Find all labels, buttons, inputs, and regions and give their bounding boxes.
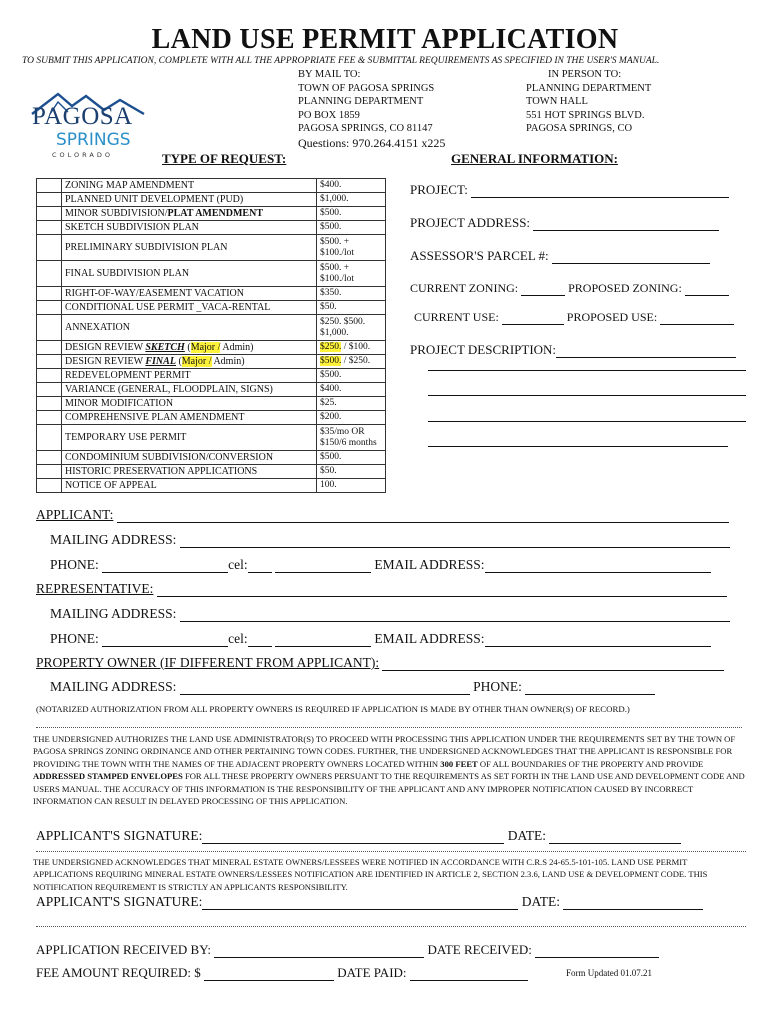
divider xyxy=(36,727,742,728)
table-row xyxy=(37,369,386,383)
request-name: ZONING MAP AMENDMENT xyxy=(62,179,317,193)
request-name xyxy=(62,207,317,221)
received-by-label: APPLICATION RECEIVED BY: xyxy=(36,942,212,957)
in-person-line: PLANNING DEPARTMENT xyxy=(526,82,652,94)
representative-input-line[interactable] xyxy=(157,596,727,597)
request-fee: 100. xyxy=(317,479,386,493)
table-row xyxy=(37,425,386,451)
signature-input-line[interactable] xyxy=(202,843,504,844)
table-row xyxy=(37,479,386,493)
project-address-input-line[interactable] xyxy=(533,230,719,231)
phone-input-line[interactable] xyxy=(102,572,228,573)
request-fee: $500. xyxy=(317,451,386,465)
current-use-input-line[interactable] xyxy=(502,324,564,325)
request-checkbox[interactable] xyxy=(37,315,62,341)
request-checkbox[interactable] xyxy=(37,301,62,315)
request-name: PLANNED UNIT DEVELOPMENT (PUD) xyxy=(62,193,317,207)
form-updated-date: Form Updated 01.07.21 xyxy=(566,968,652,978)
table-row xyxy=(37,261,386,287)
representative-label: REPRESENTATIVE: xyxy=(36,581,154,596)
date-paid-input-line[interactable] xyxy=(410,980,528,981)
authorization-bold: ADDRESSED STAMPED ENVELOPES xyxy=(33,771,183,782)
authorization-text: OF ALL BOUNDARIES OF THE PROPERTY AND PROVIDE xyxy=(477,758,704,769)
request-checkbox[interactable] xyxy=(37,411,62,425)
cel-input-line[interactable] xyxy=(275,572,371,573)
signature-input-line[interactable] xyxy=(202,909,518,910)
page-title: LAND USE PERMIT APPLICATION xyxy=(151,24,619,55)
table-row xyxy=(37,221,386,235)
divider xyxy=(36,851,746,852)
request-checkbox[interactable] xyxy=(37,261,62,287)
current-zoning-input-line[interactable] xyxy=(521,295,565,296)
cel-label: cel: xyxy=(228,631,248,646)
project-label: PROJECT: xyxy=(410,182,468,197)
request-fee: $350. xyxy=(317,287,386,301)
request-fee: $50. xyxy=(317,465,386,479)
signature-field-1[interactable] xyxy=(36,828,681,844)
mail-line: PO BOX 1859 xyxy=(298,109,360,121)
cel-input-line[interactable] xyxy=(248,646,272,647)
request-name-text: DESIGN REVIEW xyxy=(65,342,143,353)
parcel-field[interactable] xyxy=(410,248,710,264)
applicant-phone-field[interactable] xyxy=(50,557,711,573)
cel-label: cel: xyxy=(228,557,248,572)
property-owner-input-line[interactable] xyxy=(382,670,724,671)
questions-phone: Questions: 970.264.4151 x225 xyxy=(298,136,446,150)
mail-address-block xyxy=(298,68,434,136)
table-row xyxy=(37,235,386,261)
request-fee: $35/mo OR $150/6 months xyxy=(317,425,386,451)
use-field[interactable] xyxy=(414,310,734,325)
date-received-label: DATE RECEIVED: xyxy=(427,942,532,957)
request-fee: $50. xyxy=(317,301,386,315)
request-checkbox[interactable] xyxy=(37,179,62,193)
fee-amount-field[interactable] xyxy=(36,965,528,981)
request-checkbox[interactable] xyxy=(37,193,62,207)
received-by-input-line[interactable] xyxy=(214,957,424,958)
pagosa-springs-logo xyxy=(28,88,148,160)
request-fee: $1,000. xyxy=(317,193,386,207)
applicant-field[interactable] xyxy=(36,507,729,523)
table-row xyxy=(37,207,386,221)
zoning-field[interactable] xyxy=(410,281,729,296)
request-checkbox[interactable] xyxy=(37,425,62,451)
logo-springs: SPRINGS xyxy=(56,130,131,150)
mineral-statement: THE UNDERSIGNED ACKNOWLEDGES THAT MINERAL ESTATE OWNERS/LESSEES WERE NOTIFIED IN ACCORDANCE WITH C.R.S 24-65.5-101-105. LAND USE PERMIT APPLICATIONS REQUIRING MINERAL ESTATE OWNERS/LESSEES NOTIFICATION ARE IDENTIFIED IN ARTICLE 2, SECTION 2.3.6, LAND USE & DEVELOPMENT CODE. THIS NOTIFICATION REQUIREMENT IS STRICTLY AN APPLICANTS RESPONSIBILITY. xyxy=(33,857,708,892)
request-name: PRELIMINARY SUBDIVISION PLAN xyxy=(62,235,317,261)
property-owner-field[interactable] xyxy=(36,655,724,671)
date-input-line[interactable] xyxy=(549,843,681,844)
highlighted-option: Major / xyxy=(181,356,212,367)
signature-label: APPLICANT'S SIGNATURE: xyxy=(36,894,203,909)
request-checkbox[interactable] xyxy=(37,397,62,411)
request-name: CONDOMINIUM SUBDIVISION/CONVERSION xyxy=(62,451,317,465)
proposed-use-input-line[interactable] xyxy=(660,324,734,325)
description-line[interactable] xyxy=(428,421,746,422)
request-name-tail: Admin) xyxy=(220,342,254,353)
request-fee: $500. xyxy=(317,369,386,383)
highlighted-fee: $250. xyxy=(320,342,342,352)
request-checkbox[interactable] xyxy=(37,451,62,465)
request-fee: $200. xyxy=(317,411,386,425)
current-use-label: CURRENT USE: xyxy=(414,310,499,324)
mailing-label: MAILING ADDRESS: xyxy=(50,532,177,547)
request-name: VARIANCE (GENERAL, FLOODPLAIN, SIGNS) xyxy=(62,383,317,397)
request-name: DESIGN REVIEW FINAL (Major / Admin) xyxy=(62,355,317,369)
request-fee: $400. xyxy=(317,383,386,397)
owner-phone-label: PHONE: xyxy=(473,679,522,694)
email-label: EMAIL ADDRESS: xyxy=(374,557,485,572)
mailing-label: MAILING ADDRESS: xyxy=(50,679,177,694)
request-fee xyxy=(317,355,386,369)
mail-heading: BY MAIL TO: xyxy=(298,69,361,80)
request-type-table xyxy=(36,178,386,493)
project-input-line[interactable] xyxy=(471,197,729,198)
signature-field-2[interactable] xyxy=(36,894,703,910)
email-label: EMAIL ADDRESS: xyxy=(374,631,485,646)
in-person-heading: IN PERSON TO: xyxy=(548,69,622,80)
representative-phone-field[interactable] xyxy=(50,631,711,647)
logo-colorado: COLORADO xyxy=(52,151,113,159)
notarized-note: (NOTARIZED AUTHORIZATION FROM ALL PROPERTY OWNERS IS REQUIRED IF APPLICATION IS MADE BY OTHER THAN OWNER(S) OF RECORD.) xyxy=(36,704,630,714)
project-description-input-line[interactable] xyxy=(556,357,736,358)
table-row xyxy=(37,451,386,465)
request-name: NOTICE OF APPEAL xyxy=(62,479,317,493)
request-name-emphasis: FINAL xyxy=(145,356,176,367)
phone-label: PHONE: xyxy=(50,631,99,646)
date-paid-label: DATE PAID: xyxy=(337,965,407,980)
request-checkbox[interactable] xyxy=(37,383,62,397)
request-checkbox[interactable] xyxy=(37,355,62,369)
request-name-bold: PLAT AMENDMENT xyxy=(167,208,263,219)
description-line[interactable] xyxy=(428,446,728,447)
mail-line: PAGOSA SPRINGS, CO 81147 xyxy=(298,123,433,134)
table-row xyxy=(37,287,386,301)
highlighted-fee: $500. xyxy=(320,356,342,366)
request-checkbox[interactable] xyxy=(37,221,62,235)
request-name: RIGHT-OF-WAY/EASEMENT VACATION xyxy=(62,287,317,301)
request-name: MINOR MODIFICATION xyxy=(62,397,317,411)
owner-mailing-field[interactable] xyxy=(50,679,655,695)
request-checkbox[interactable] xyxy=(37,341,62,355)
project-description-field[interactable] xyxy=(410,342,736,358)
table-row xyxy=(37,179,386,193)
fee-required-label: FEE AMOUNT REQUIRED: $ xyxy=(36,965,201,980)
date-input-line[interactable] xyxy=(563,909,703,910)
project-description-label: PROJECT DESCRIPTION: xyxy=(410,342,557,357)
representative-field[interactable] xyxy=(36,581,727,597)
phone-input-line[interactable] xyxy=(102,646,228,647)
table-row xyxy=(37,397,386,411)
request-checkbox[interactable] xyxy=(37,465,62,479)
request-name-emphasis: SKETCH xyxy=(145,342,185,353)
email-input-line[interactable] xyxy=(485,646,711,647)
phone-label: PHONE: xyxy=(50,557,99,572)
general-information-heading: GENERAL INFORMATION: xyxy=(451,151,618,166)
fee-required-input-line[interactable] xyxy=(204,980,334,981)
authorization-statement xyxy=(33,733,745,807)
parcel-label: ASSESSOR'S PARCEL #: xyxy=(410,248,549,263)
in-person-line: 551 HOT SPRINGS BLVD. xyxy=(526,109,645,121)
request-fee-tail: / $100. xyxy=(341,342,371,352)
parcel-input-line[interactable] xyxy=(552,263,710,264)
request-checkbox[interactable] xyxy=(37,479,62,493)
request-name-tail: Admin) xyxy=(211,356,245,367)
mailing-input-line[interactable] xyxy=(180,621,730,622)
date-received-input-line[interactable] xyxy=(535,957,659,958)
signature-label: APPLICANT'S SIGNATURE: xyxy=(36,828,203,843)
table-row xyxy=(37,355,386,369)
in-person-address-block xyxy=(526,68,651,136)
date-label: DATE: xyxy=(521,894,560,909)
representative-mailing-field[interactable] xyxy=(50,606,730,622)
current-zoning-label: CURRENT ZONING: xyxy=(410,281,519,295)
cel-input-line[interactable] xyxy=(248,572,272,573)
request-fee: $400. xyxy=(317,179,386,193)
request-name: HISTORIC PRESERVATION APPLICATIONS xyxy=(62,465,317,479)
divider xyxy=(36,926,746,927)
table-row xyxy=(37,465,386,479)
authorization-bold: 300 FEET xyxy=(440,758,478,769)
cel-input-line[interactable] xyxy=(275,646,371,647)
mail-line: PLANNING DEPARTMENT xyxy=(298,96,424,107)
received-by-field[interactable] xyxy=(36,942,659,958)
request-fee: $25. xyxy=(317,397,386,411)
highlighted-option: Major / xyxy=(190,342,221,353)
in-person-line: TOWN HALL xyxy=(526,96,588,107)
date-label: DATE: xyxy=(507,828,546,843)
request-name: TEMPORARY USE PERMIT xyxy=(62,425,317,451)
request-checkbox[interactable] xyxy=(37,369,62,383)
proposed-zoning-label: PROPOSED ZONING: xyxy=(568,281,682,295)
request-checkbox[interactable] xyxy=(37,207,62,221)
table-row xyxy=(37,341,386,355)
request-name: DESIGN REVIEW SKETCH (Major / Admin) xyxy=(62,341,317,355)
submission-instructions: TO SUBMIT THIS APPLICATION, COMPLETE WITH ALL THE APPROPRIATE FEE & SUBMITTAL REQUIREMENTS AS SPECIFIED IN THE USER'S MANUAL. xyxy=(22,56,660,66)
request-name: SKETCH SUBDIVISION PLAN xyxy=(62,221,317,235)
request-name: ANNEXATION xyxy=(62,315,317,341)
request-name: FINAL SUBDIVISION PLAN xyxy=(62,261,317,287)
request-fee-tail: / $250. xyxy=(341,356,371,366)
request-name: CONDITIONAL USE PERMIT _VACA-RENTAL xyxy=(62,301,317,315)
in-person-line: PAGOSA SPRINGS, CO xyxy=(526,123,633,134)
request-fee: $500. xyxy=(317,221,386,235)
table-row xyxy=(37,411,386,425)
request-name: REDEVELOPMENT PERMIT xyxy=(62,369,317,383)
mail-line: TOWN OF PAGOSA SPRINGS xyxy=(298,82,435,94)
type-of-request-heading: TYPE OF REQUEST: xyxy=(162,151,287,166)
project-address-field[interactable] xyxy=(410,215,719,231)
table-row xyxy=(37,315,386,341)
logo-pagosa: PAGOSA xyxy=(32,103,133,130)
proposed-zoning-input-line[interactable] xyxy=(685,295,729,296)
request-name-text: MINOR SUBDIVISION/ xyxy=(65,208,168,219)
request-name: COMPREHENSIVE PLAN AMENDMENT xyxy=(62,411,317,425)
property-owner-label: PROPERTY OWNER (IF DIFFERENT FROM APPLICANT): xyxy=(36,655,380,670)
request-fee: $250. $500. $1,000. xyxy=(317,315,386,341)
applicant-input-line[interactable] xyxy=(117,522,729,523)
request-fee: $500. xyxy=(317,207,386,221)
applicant-mailing-field[interactable] xyxy=(50,532,730,548)
proposed-use-label: PROPOSED USE: xyxy=(566,310,658,324)
project-field[interactable] xyxy=(410,182,729,198)
owner-phone-input-line[interactable] xyxy=(525,694,655,695)
authorization-text: FOR ALL THESE PROPERTY OWNERS PERSUANT TO THE REQUIREMENTS AS SET FORTH IN THE LAND USE AND DEVELOPMENT CODE AND USERS MANUAL. THE ACCURACY OF THIS INFORMATION IS THE RESPONSIBILITY OF THE APPLICANT AND ANY IMPROPER NOTIFICATION CAUSED BY INCORRECT INFORMATION CAN RESULT IN DELAYED PROCESSING OF THIS APPLICATION. xyxy=(33,771,745,807)
email-input-line[interactable] xyxy=(485,572,711,573)
description-line[interactable] xyxy=(428,395,746,396)
request-fee: $500. + $100./lot xyxy=(317,235,386,261)
mailing-label: MAILING ADDRESS: xyxy=(50,606,177,621)
table-row xyxy=(37,193,386,207)
mailing-input-line[interactable] xyxy=(180,547,730,548)
table-row xyxy=(37,301,386,315)
request-fee xyxy=(317,341,386,355)
project-address-label: PROJECT ADDRESS: xyxy=(410,215,531,230)
request-fee: $500. + $100./lot xyxy=(317,261,386,287)
table-row xyxy=(37,383,386,397)
request-checkbox[interactable] xyxy=(37,235,62,261)
description-line[interactable] xyxy=(428,370,746,371)
request-checkbox[interactable] xyxy=(37,287,62,301)
mailing-input-line[interactable] xyxy=(180,694,470,695)
request-name-text: DESIGN REVIEW xyxy=(65,356,143,367)
authorization-text: THE UNDERSIGNED AUTHORIZES THE LAND USE ADMINISTRATOR(S) TO PROCEED WITH PROCESSING THIS APPLICATION UNDER THE REQUIREMENTS SET BY THE TOWN OF PAGOSA SPRINGS ZONING ORDINANCE AND OTHER PERTAINING TOWN CODES. FURTHER, THE UNDERSIGNED ACKNOWLEDGES THAT THE APPLICANT IS RESPONSIBLE FOR PROVIDING THE TOWN WITH THE NAMES OF THE ADJACENT PROPERTY OWNERS LOCATED WITHIN xyxy=(33,734,736,769)
applicant-label: APPLICANT: xyxy=(36,507,114,522)
